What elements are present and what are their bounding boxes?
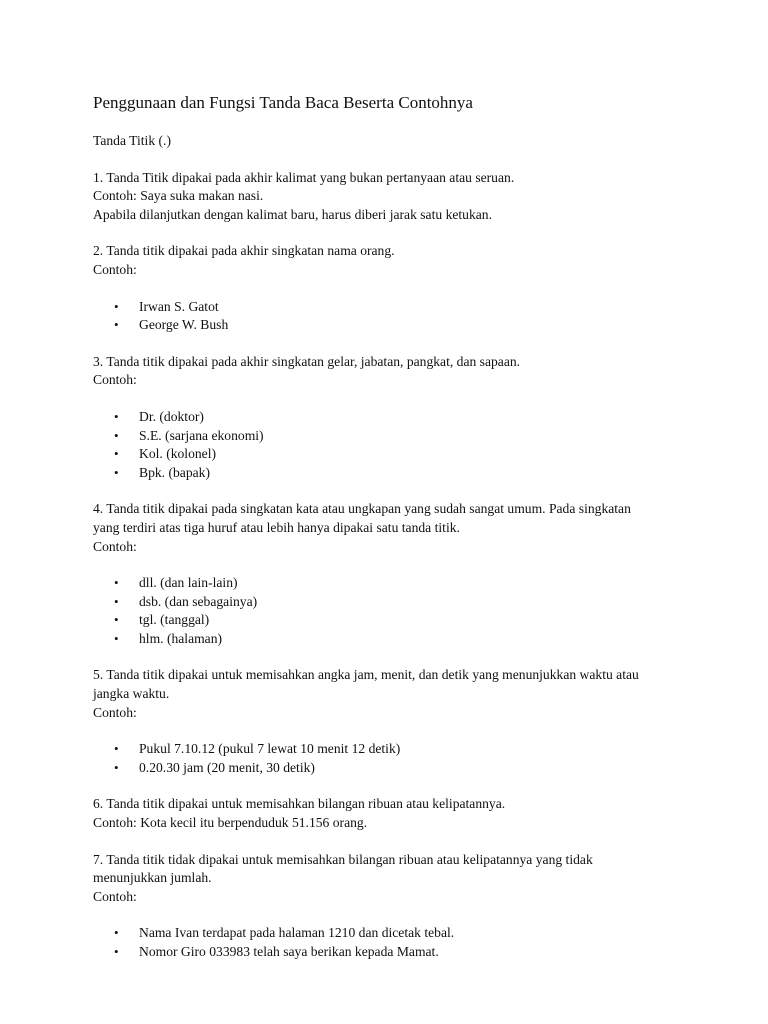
example-item: • hlm. (halaman): [93, 630, 698, 649]
rule-item-6: [93, 795, 698, 832]
rule-line: 5. Tanda titik dipakai untuk memisahkan angka jam, menit, dan detik yang menunjukkan waktu atau: [93, 667, 639, 683]
example-item: • tgl. (tanggal): [93, 611, 698, 630]
sections-container: [93, 169, 698, 962]
example-list: [93, 408, 698, 482]
rule-item-7: [93, 851, 698, 962]
example-item: • 0.20.30 jam (20 menit, 30 detik): [93, 759, 698, 778]
rule-item-5: [93, 666, 698, 777]
rule-line: Contoh:: [93, 261, 137, 277]
rule-line: 3. Tanda titik dipakai pada akhir singkatan gelar, jabatan, pangkat, dan sapaan.: [93, 353, 521, 369]
rule-line: Contoh: Saya suka makan nasi.: [93, 188, 264, 204]
rule-item-1: [93, 169, 698, 225]
rule-item-2: [93, 242, 698, 334]
rule-line: 6. Tanda titik dipakai untuk memisahkan bilangan ribuan atau kelipatannya.: [93, 796, 506, 812]
example-item: • Kol. (kolonel): [93, 445, 698, 464]
example-item: • Nomor Giro 033983 telah saya berikan kepada Mamat.: [93, 943, 698, 962]
example-item: • Nama Ivan terdapat pada halaman 1210 dan dicetak tebal.: [93, 924, 698, 943]
example-item: • S.E. (sarjana ekonomi): [93, 427, 698, 446]
rule-line: jangka waktu.: [93, 686, 170, 702]
rule-item-4: [93, 500, 698, 648]
example-list: [93, 574, 698, 648]
example-item: • Dr. (doktor): [93, 408, 698, 427]
example-item: • Irwan S. Gatot: [93, 298, 698, 317]
example-list: [93, 924, 698, 961]
document-title: Penggunaan dan Fungsi Tanda Baca Beserta Contohnya: [93, 93, 473, 112]
rule-line: 7. Tanda titik tidak dipakai untuk memisahkan bilangan ribuan atau kelipatannya yang tidak: [93, 851, 593, 867]
rule-line: 2. Tanda titik dipakai pada akhir singkatan nama orang.: [93, 243, 395, 259]
rule-line: 4. Tanda titik dipakai pada singkatan kata atau ungkapan yang sudah sangat umum. Pada singkatan: [93, 501, 631, 517]
rule-line: 1. Tanda Titik dipakai pada akhir kalimat yang bukan pertanyaan atau seruan.: [93, 169, 515, 185]
section-heading: Tanda Titik (.): [93, 133, 171, 148]
rule-item-3: [93, 353, 698, 483]
example-item: • George W. Bush: [93, 316, 698, 335]
example-item: • dll. (dan lain-lain): [93, 574, 698, 593]
example-item: • Pukul 7.10.12 (pukul 7 lewat 10 menit 12 detik): [93, 740, 698, 759]
rule-line: Apabila dilanjutkan dengan kalimat baru, harus diberi jarak satu ketukan.: [93, 206, 492, 222]
example-list: [93, 298, 698, 335]
rule-line: Contoh:: [93, 538, 137, 554]
rule-line: yang terdiri atas tiga huruf atau lebih hanya dipakai satu tanda titik.: [93, 519, 460, 535]
rule-line: menunjukkan jumlah.: [93, 870, 212, 886]
example-list: [93, 740, 698, 777]
rule-line: Contoh: Kota kecil itu berpenduduk 51.156 orang.: [93, 815, 368, 831]
rule-line: Contoh:: [93, 704, 137, 720]
rule-line: Contoh:: [93, 888, 137, 904]
example-item: • dsb. (dan sebagainya): [93, 593, 698, 612]
example-item: • Bpk. (bapak): [93, 464, 698, 483]
rule-line: Contoh:: [93, 372, 137, 388]
